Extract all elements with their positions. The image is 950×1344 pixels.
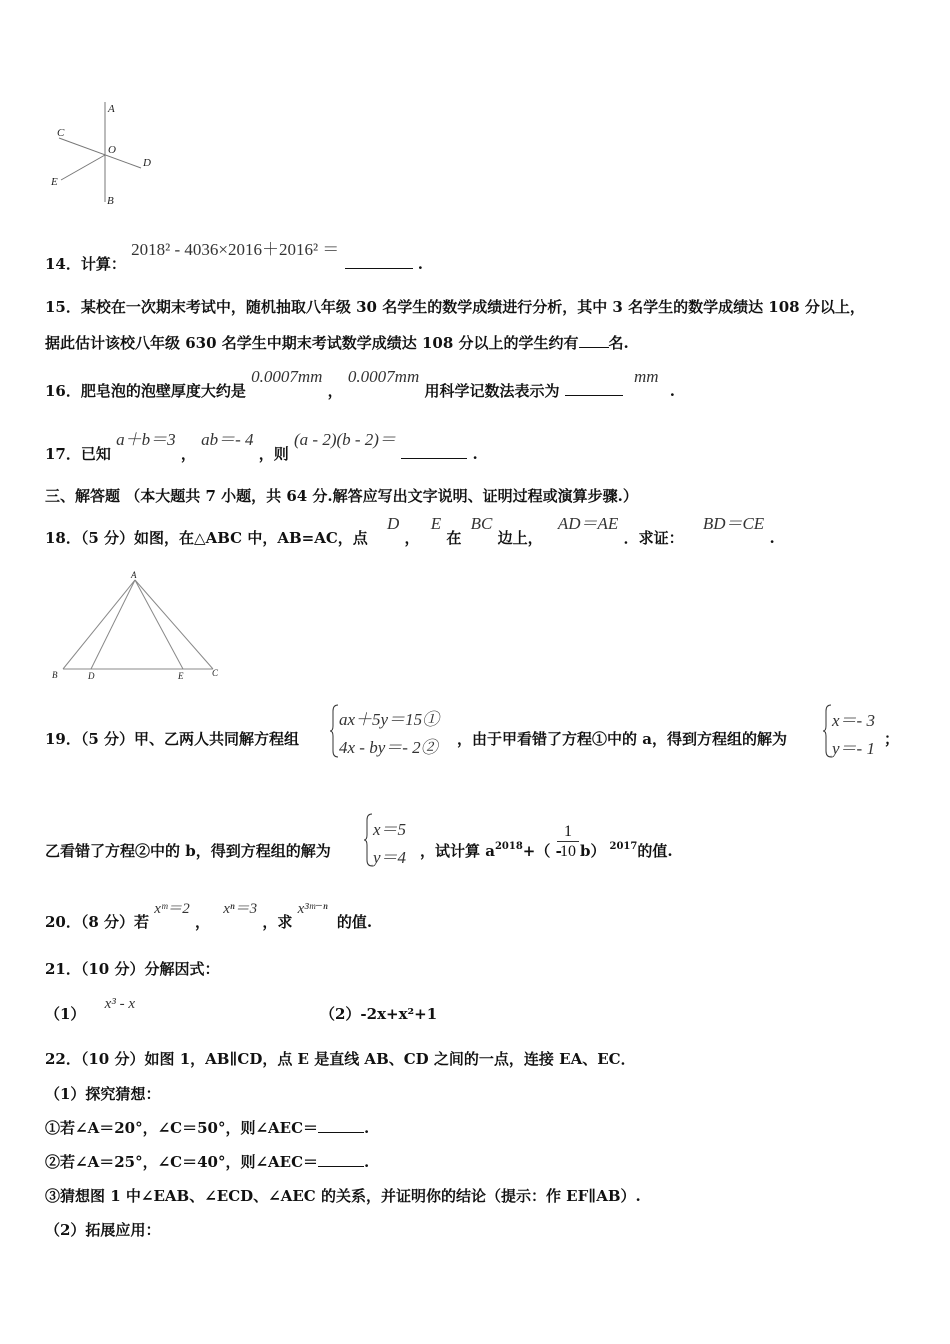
- q16-value-2: 0.0007mm: [347, 367, 420, 386]
- q22-item-3: ③猜想图 1 中∠EAB、∠ECD、∠AEC 的关系，并证明你的结论（提示：作 EF∥AB）.: [45, 1187, 641, 1205]
- q19-semicolon: ；: [884, 730, 900, 748]
- label-d: D: [88, 671, 95, 681]
- q16-unit: mm: [633, 367, 659, 386]
- q19-line2-text: 乙看错了方程②中的 b，得到方程组的解为: [45, 842, 331, 860]
- q16-value-1: 0.0007mm: [251, 367, 323, 386]
- q19-calc-text: ，试计算 a: [420, 842, 495, 860]
- q19-plus: +（ -: [522, 842, 562, 860]
- q18-label: 18．（5 分）如图，在△ABC 中，AB=AC，点: [45, 529, 368, 547]
- q18-point-e: E: [430, 514, 442, 533]
- label-o: O: [108, 144, 116, 156]
- q20-cond-2: xⁿ＝3: [223, 901, 258, 917]
- q19-tail: [580, 840, 673, 861]
- q20-expression: x³ᵐ⁻ⁿ: [297, 901, 328, 917]
- question-15-line2: [45, 332, 629, 353]
- q17-cond-1: a＋b＝3: [116, 430, 176, 449]
- q17-end: .: [472, 445, 478, 463]
- q17-expression: (a - 2)(b - 2)＝: [294, 430, 396, 449]
- q18-point-d: D: [387, 514, 400, 533]
- q22-item-2: [45, 1151, 369, 1172]
- label-a: A: [108, 103, 115, 115]
- q15-end: 名.: [608, 334, 629, 352]
- label-e: E: [178, 671, 184, 681]
- q19-exponent-2018: 2018: [494, 841, 523, 852]
- q21-part-2: （2）-2x+x²+1: [320, 1005, 438, 1023]
- q20-tail: 的值.: [336, 913, 373, 931]
- q22-item-1-blank: [318, 1131, 364, 1133]
- q16-blank: [565, 394, 623, 396]
- q21-part-1-expression: x³ - x: [104, 996, 135, 1012]
- q17-sep: ，: [180, 445, 196, 463]
- q15-blank: [579, 346, 609, 348]
- figure-lines-through-o: [45, 98, 165, 208]
- q18-at: 在: [446, 529, 462, 547]
- q19-b-part: b）: [580, 842, 606, 860]
- q16-mid: 用科学记数法表示为: [424, 382, 560, 400]
- q20-cond-1: xᵐ＝2: [154, 901, 190, 917]
- label-b: B: [52, 670, 58, 680]
- q22-item-2-blank: [318, 1165, 364, 1167]
- q15-text: 据此估计该校八年级 630 名学生中期末考试数学成绩达 108 分以上的学生约有: [45, 334, 579, 352]
- q19-solution-2-x: x＝5: [373, 820, 407, 839]
- q19-mid: ，由于甲看错了方程①中的 a，得到方程组的解为: [457, 730, 787, 748]
- question-15-line1: 15．某校在一次期末考试中，随机抽取八年级 30 名学生的数学成绩进行分析，其中 3 名学生的数学成绩达 108 分以上，: [45, 298, 865, 316]
- q16-comma: ，: [327, 382, 343, 400]
- q19-tail-text: 的值.: [637, 842, 673, 860]
- q18-comma: ，: [404, 529, 420, 547]
- label-c: C: [57, 127, 65, 139]
- q19-solution-1: [823, 703, 893, 759]
- label-d: D: [143, 157, 151, 169]
- line-eo: [61, 155, 105, 180]
- q18-end: .: [769, 529, 775, 547]
- segment-ad: [91, 580, 135, 669]
- line-cd: [59, 138, 141, 168]
- q17-then: ，则: [258, 445, 289, 463]
- q17-cond-2: ab＝- 4: [201, 430, 254, 449]
- q19-fraction-denominator: 10: [560, 843, 576, 860]
- label-e: E: [51, 176, 58, 188]
- q18-condition: AD＝AE: [557, 514, 619, 533]
- q19-fraction-numerator: 1: [564, 823, 572, 840]
- section-3-title: 三、解答题 （本大题共 7 小题，共 64 分.解答应写出文字说明、证明过程或演算步骤.）: [45, 487, 638, 505]
- question-14: [45, 235, 424, 273]
- q14-blank: [345, 267, 413, 269]
- q21-part-1: [45, 992, 135, 1023]
- question-20: [45, 897, 373, 931]
- q16-end: .: [669, 382, 675, 400]
- q22-item-2-dot: .: [364, 1153, 370, 1171]
- q14-label: 14．计算：: [45, 255, 126, 273]
- q19-label: 19．（5 分）甲、乙两人共同解方程组: [45, 730, 300, 748]
- q18-side: 边上，: [497, 529, 543, 547]
- q19-calc: [420, 840, 562, 861]
- q14-expression: 2018² - 4036×2016＋2016² ＝: [131, 240, 340, 259]
- label-a: A: [131, 570, 137, 580]
- q19-exponent-2017: 2017: [609, 841, 638, 852]
- q19-solution-1-y: y＝- 1: [832, 739, 875, 758]
- q22-item-1-text: ①若∠A＝20°，∠C＝50°，则∠AEC＝: [45, 1119, 319, 1137]
- question-18: [45, 509, 775, 547]
- q19-solution-1-x: x＝- 3: [832, 711, 875, 730]
- q14-end: .: [417, 255, 424, 273]
- q22-item-1-dot: .: [364, 1119, 370, 1137]
- q22-item-1: [45, 1117, 369, 1138]
- q19-solution-2: [364, 812, 424, 868]
- question-16: [45, 366, 675, 400]
- q22-sub-2: （2）拓展应用：: [45, 1221, 161, 1239]
- q22-sub-1: （1）探究猜想：: [45, 1085, 161, 1103]
- question-22: 22．（10 分）如图 1，AB∥CD，点 E 是直线 AB、CD 之间的一点，连接 EA、EC．: [45, 1050, 636, 1068]
- q19-solution-2-y: y＝4: [373, 848, 407, 867]
- q19-fraction: [557, 822, 579, 861]
- question-17: [45, 425, 478, 463]
- side-ab: [63, 580, 135, 669]
- q16-label: 16．肥皂泡的泡壁厚度大约是: [45, 382, 246, 400]
- figure-triangle-abc: [45, 568, 230, 683]
- question-21: 21．（10 分）分解因式：: [45, 960, 220, 978]
- label-b: B: [107, 195, 114, 207]
- q18-goal: BD＝CE: [702, 514, 765, 533]
- segment-ae: [135, 580, 183, 669]
- q18-prove: ．求证：: [623, 529, 684, 547]
- side-ac: [135, 580, 213, 669]
- q17-blank: [401, 457, 467, 459]
- q19-system: [330, 703, 460, 759]
- q21-part-1-label: （1）: [45, 1005, 86, 1023]
- q22-item-2-text: ②若∠A＝25°，∠C＝40°，则∠AEC＝: [45, 1153, 319, 1171]
- label-c: C: [212, 668, 219, 678]
- q18-segment-bc: BC: [470, 514, 493, 533]
- q19-equation-2: 4x - by＝- 2②: [339, 738, 438, 757]
- q17-label: 17．已知: [45, 445, 111, 463]
- q20-sep: ，: [194, 913, 210, 931]
- q20-label: 20．（8 分）若: [45, 913, 150, 931]
- q19-equation-1: ax＋5y＝15①: [339, 710, 440, 729]
- q20-find: ，求: [262, 913, 293, 931]
